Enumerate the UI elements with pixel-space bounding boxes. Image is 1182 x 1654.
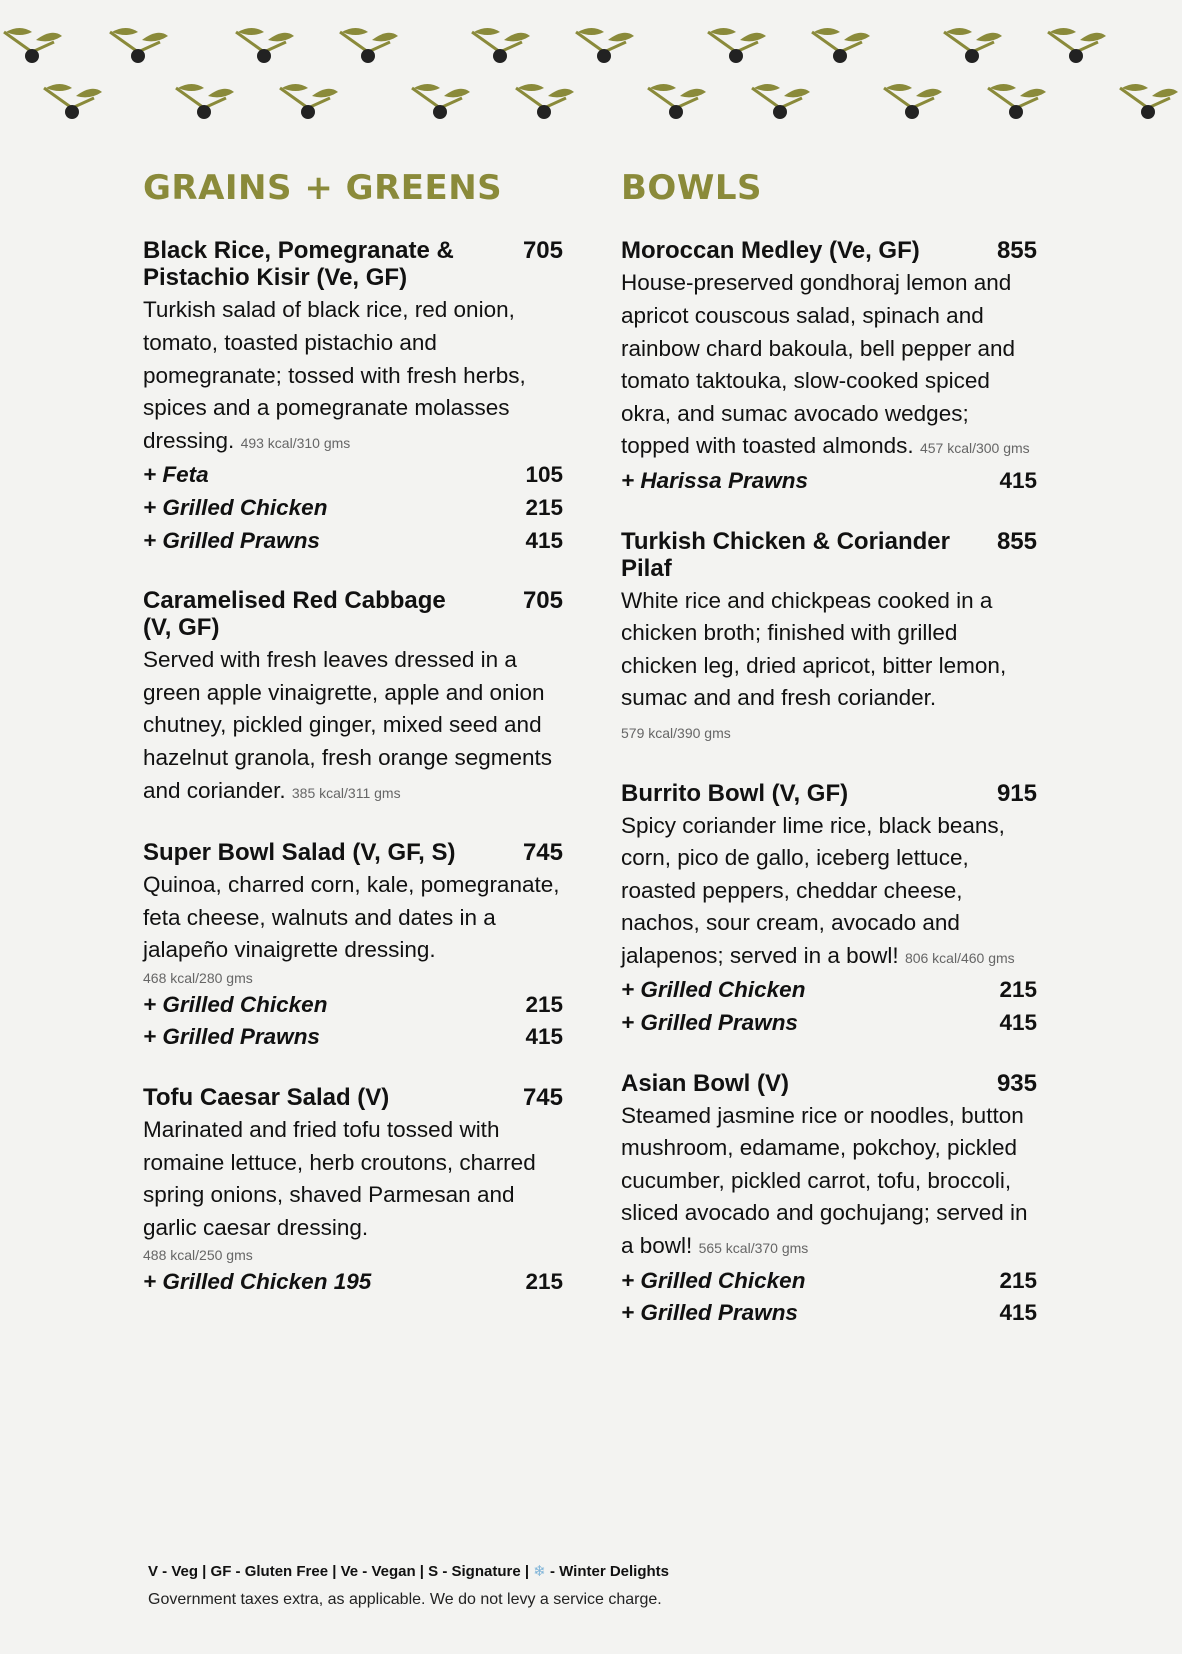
menu-item-name: Burrito Bowl (V, GF) <box>621 779 849 807</box>
menu-item-price: 935 <box>996 1069 1037 1097</box>
menu-item-name: Tofu Caesar Salad (V) <box>143 1084 390 1112</box>
menu-item-price: 915 <box>996 779 1037 807</box>
menu-item-name: Super Bowl Salad (V, GF, S) <box>143 839 456 867</box>
addon-price: 215 <box>525 494 563 520</box>
kcal-info: 579 kcal/390 gms <box>621 724 731 741</box>
description-text: Served with fresh leaves dressed in a green apple vinaigrette, apple and onion chutney, pickled ginger, mixed seed and hazelnut granola, fresh orange segments and coriander. <box>143 647 553 803</box>
menu-item-price: 855 <box>996 237 1037 265</box>
menu-item-price: 745 <box>522 1084 563 1112</box>
addon-label: + Grilled Prawns <box>143 1024 320 1050</box>
addon-row <box>143 492 563 525</box>
addon-row <box>143 989 563 1022</box>
addon-price: 215 <box>525 991 563 1017</box>
description-text: Spicy coriander lime rice, black beans, corn, pico de gallo, iceberg lettuce, roasted peppers, cheddar cheese, nachos, sour cream, avocado and jalapenos; served in a bowl! <box>621 812 1005 968</box>
section-title: BOWLS <box>621 168 762 208</box>
addon-row <box>621 1007 1037 1040</box>
dietary-legend <box>148 1561 669 1583</box>
addon-label: + Grilled Prawns <box>621 1300 798 1326</box>
menu-item-header <box>143 587 563 641</box>
addon-label: + Grilled Chicken 195 <box>143 1269 372 1295</box>
kcal-info: 493 kcal/310 gms <box>240 434 351 451</box>
olive-branch-pattern <box>0 0 1182 130</box>
kcal-info: 488 kcal/250 gms <box>143 1247 253 1264</box>
description-text: House-preserved gondhoraj lemon and apricot couscous salad, spinach and rainbow chard bakoula, bell pepper and tomato taktouka, slow-cooked spiced okra, and sumac avocado wedges; topped with toasted almonds. <box>621 270 1016 459</box>
addon-price: 415 <box>999 467 1037 493</box>
addon-row <box>143 459 563 492</box>
menu-item-description <box>621 585 1037 750</box>
kcal-info: 468 kcal/280 gms <box>143 969 253 986</box>
legend-suffix: - Winter Delights <box>549 1563 670 1580</box>
kcal-info: 565 kcal/370 gms <box>698 1240 809 1257</box>
menu-item-description <box>143 1114 563 1244</box>
menu-item-name: Turkish Chicken & Coriander Pilaf <box>621 527 950 582</box>
menu-item-header <box>143 839 563 866</box>
addon-row <box>621 974 1037 1007</box>
menu-item <box>621 237 1037 497</box>
menu-item-name: Moroccan Medley (Ve, GF) <box>621 237 920 265</box>
addon-price: 415 <box>999 1300 1037 1326</box>
addon-label: + Harissa Prawns <box>621 467 808 493</box>
section-title: GRAINS + GREENS <box>143 168 503 208</box>
addon-price: 415 <box>525 527 563 553</box>
menu-item-header <box>621 780 1037 807</box>
addon-row <box>143 525 563 558</box>
kcal-info: 457 kcal/300 gms <box>919 440 1030 457</box>
menu-item-description <box>621 810 1037 975</box>
addon-row <box>621 1297 1037 1330</box>
legend-text: V - Veg | GF - Gluten Free | Ve - Vegan | S - Signature | <box>148 1563 530 1580</box>
addon-row <box>143 1266 563 1299</box>
snowflake-icon: ❄ <box>533 1563 546 1580</box>
section-bowls <box>621 170 1037 1360</box>
addon-price: 215 <box>999 977 1037 1003</box>
menu-item <box>621 780 1037 1040</box>
addon-price: 215 <box>999 1267 1037 1293</box>
menu-item-header <box>621 528 1037 582</box>
section-grains-greens <box>143 170 563 1329</box>
menu-item <box>143 1084 563 1299</box>
menu-item-description <box>621 1100 1037 1265</box>
description-text: Quinoa, charred corn, kale, pomegranate, feta cheese, walnuts and dates in a jalapeño vinaigrette dressing. <box>143 872 560 963</box>
addon-label: + Grilled Chicken <box>621 1267 806 1293</box>
addon-label: + Feta <box>143 462 209 488</box>
menu-item-header <box>143 237 563 291</box>
menu-item-description <box>143 869 563 967</box>
menu-item-price: 745 <box>522 839 563 867</box>
menu-item-description <box>143 294 563 459</box>
addon-price: 215 <box>525 1269 563 1295</box>
menu-footer <box>148 1561 669 1609</box>
addon-label: + Grilled Prawns <box>621 1010 798 1036</box>
addon-price: 105 <box>525 462 563 488</box>
addon-label: + Grilled Chicken <box>143 991 328 1017</box>
description-text: Marinated and fried tofu tossed with romaine lettuce, herb croutons, charred spring onions, shaved Parmesan and garlic caesar dressing. <box>143 1117 536 1240</box>
menu-item-description <box>621 267 1037 465</box>
kcal-info: 385 kcal/311 gms <box>291 784 401 801</box>
menu-item <box>143 587 563 809</box>
menu-item-name: Caramelised Red Cabbage (V, GF) <box>143 587 446 642</box>
description-text: Steamed jasmine rice or noodles, button mushroom, edamame, pokchoy, pickled cucumber, pickled carrot, tofu, broccoli, sliced avocado and gochujang; served in a bowl! <box>621 1102 1028 1259</box>
addon-price: 415 <box>999 1010 1037 1036</box>
menu-item-price: 705 <box>522 237 563 265</box>
menu-item-name: Asian Bowl (V) <box>621 1069 790 1097</box>
menu-item-price: 705 <box>522 587 563 615</box>
addon-row <box>621 1265 1037 1298</box>
addon-label: + Grilled Chicken <box>143 494 328 520</box>
menu-item-header <box>621 1070 1037 1097</box>
addon-label: + Grilled Prawns <box>143 527 320 553</box>
addon-row <box>143 1021 563 1054</box>
menu-item <box>621 1070 1037 1330</box>
menu-item-header <box>621 237 1037 264</box>
kcal-info: 806 kcal/460 gms <box>904 949 1015 966</box>
description-text: Turkish salad of black rice, red onion, tomato, toasted pistachio and pomegranate; tossed with fresh herbs, spices and a pomegranate molasses dressing. <box>143 297 526 453</box>
description-text: White rice and chickpeas cooked in a chicken broth; finished with grilled chicken leg, dried apricot, bitter lemon, sumac and and fresh coriander. <box>621 587 1007 711</box>
menu-item <box>143 237 563 557</box>
addon-row <box>621 465 1037 498</box>
menu-item-name: Black Rice, Pomegranate & Pistachio Kisir (Ve, GF) <box>143 237 454 292</box>
addon-label: + Grilled Chicken <box>621 977 806 1003</box>
menu-item <box>621 528 1037 750</box>
menu-item-header <box>143 1084 563 1111</box>
menu-item <box>143 839 563 1054</box>
menu-item-price: 855 <box>996 527 1037 555</box>
addon-price: 415 <box>525 1024 563 1050</box>
menu-item-description <box>143 644 563 809</box>
tax-note: Government taxes extra, as applicable. We do not levy a service charge. <box>148 1591 662 1608</box>
